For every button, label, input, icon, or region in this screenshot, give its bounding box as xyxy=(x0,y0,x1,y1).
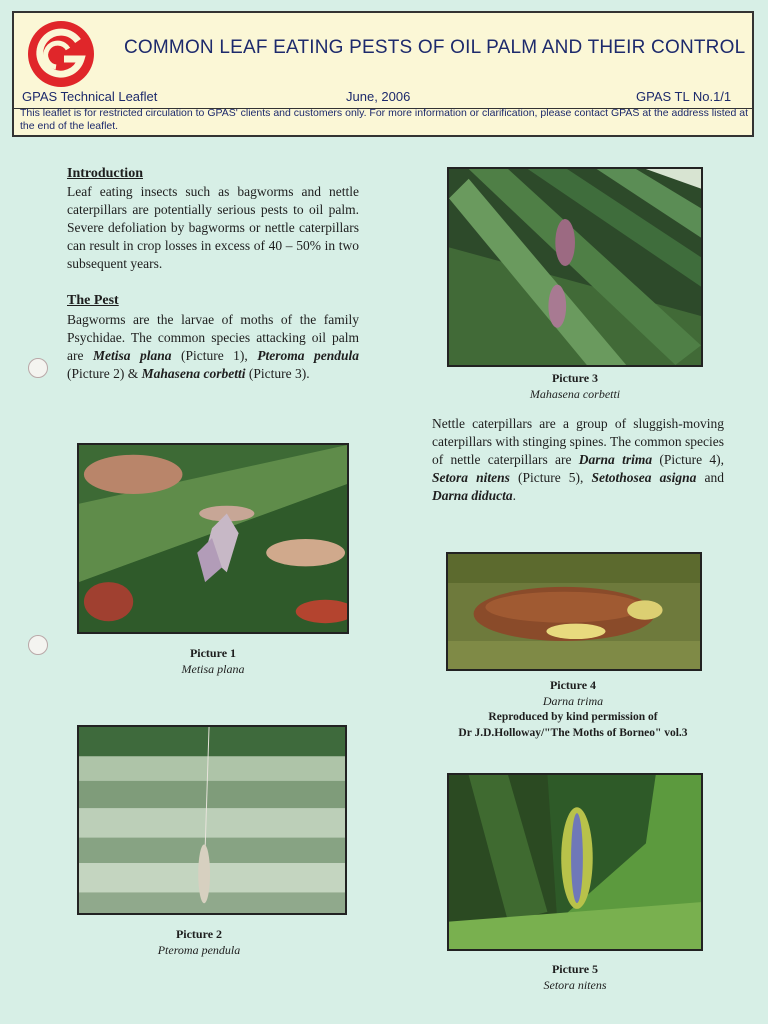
picture-5-image xyxy=(447,773,703,951)
leaflet-title: COMMON LEAF EATING PESTS OF OIL PALM AND THEIR CONTROL xyxy=(124,37,746,58)
header-info-row xyxy=(14,83,752,109)
picture-2-species: Pteroma pendula xyxy=(157,943,241,957)
species-name: Mahasena corbetti xyxy=(141,366,246,381)
leaflet-date: June, 2006 xyxy=(346,89,411,104)
picture-1-title: Picture 1 xyxy=(189,646,237,660)
nettle-text: Nettle caterpillars are a group of sluggish-moving caterpillars with stinging spines. The common species of nettle caterpillars are Darna trima (Picture 4), Setora nitens (Picture 5), Setothosea asigna and Darna diducta. xyxy=(432,416,724,503)
picture-4-title: Picture 4 xyxy=(549,678,597,692)
pest-text: Bagworms are the larvae of moths of the family Psychidae. The common species attacking oil palm are Metisa plana (Picture 1), Pteroma pendula (Picture 2) & Mahasena corbetti (Picture 3). xyxy=(67,312,359,381)
introduction-heading: Introduction xyxy=(67,166,143,181)
picture-1-caption xyxy=(130,645,296,677)
gpas-logo xyxy=(26,19,96,89)
picture-1-species: Metisa plana xyxy=(181,662,245,676)
picture-4-species: Darna trima xyxy=(542,694,604,708)
picture-3-species: Mahasena corbetti xyxy=(529,387,621,401)
picture-2-caption xyxy=(116,926,282,958)
picture-4-credit: Reproduced by kind permission of xyxy=(488,711,658,723)
leaflet-header xyxy=(12,11,754,137)
picture-5-species: Setora nitens xyxy=(543,978,607,992)
header-title-bar xyxy=(14,13,752,79)
species-name: Darna diducta xyxy=(432,488,513,503)
picture-4-caption xyxy=(418,677,728,741)
species-name: Metisa plana xyxy=(92,348,172,363)
circulation-notice: This leaflet is for restricted circulation to GPAS' clients and customers only. For more information or clarification, please contact GPAS at the address listed at the end of the leaflet. xyxy=(20,107,748,132)
binder-hole xyxy=(28,358,48,378)
picture-3-caption xyxy=(492,370,658,402)
introduction-text: Leaf eating insects such as bagworms and nettle caterpillars are potentially serious pests to oil palm. Severe defoliation by bagworms or nettle caterpillars can result in crop losses in excess of 40 – 50% in two subsequent years. xyxy=(67,184,359,271)
leaflet-number: GPAS TL No.1/1 xyxy=(636,89,732,104)
picture-4-credit-source: Dr J.D.Holloway/"The Moths of Borneo" vol.3 xyxy=(458,727,688,739)
picture-3-image xyxy=(447,167,703,367)
picture-4-image xyxy=(446,552,702,671)
picture-1-image xyxy=(77,443,349,634)
picture-5-title: Picture 5 xyxy=(551,962,599,976)
pest-heading: The Pest xyxy=(67,293,119,308)
species-name: Setothosea asigna xyxy=(591,470,697,485)
picture-2-image xyxy=(77,725,347,915)
picture-5-caption xyxy=(492,961,658,993)
picture-3-title: Picture 3 xyxy=(551,371,599,385)
leaflet-type: GPAS Technical Leaflet xyxy=(22,89,158,104)
picture-2-title: Picture 2 xyxy=(175,927,223,941)
species-name: Pteroma pendula xyxy=(257,348,359,363)
binder-hole xyxy=(28,635,48,655)
species-name: Darna trima xyxy=(578,452,653,467)
species-name: Setora nitens xyxy=(432,470,510,485)
